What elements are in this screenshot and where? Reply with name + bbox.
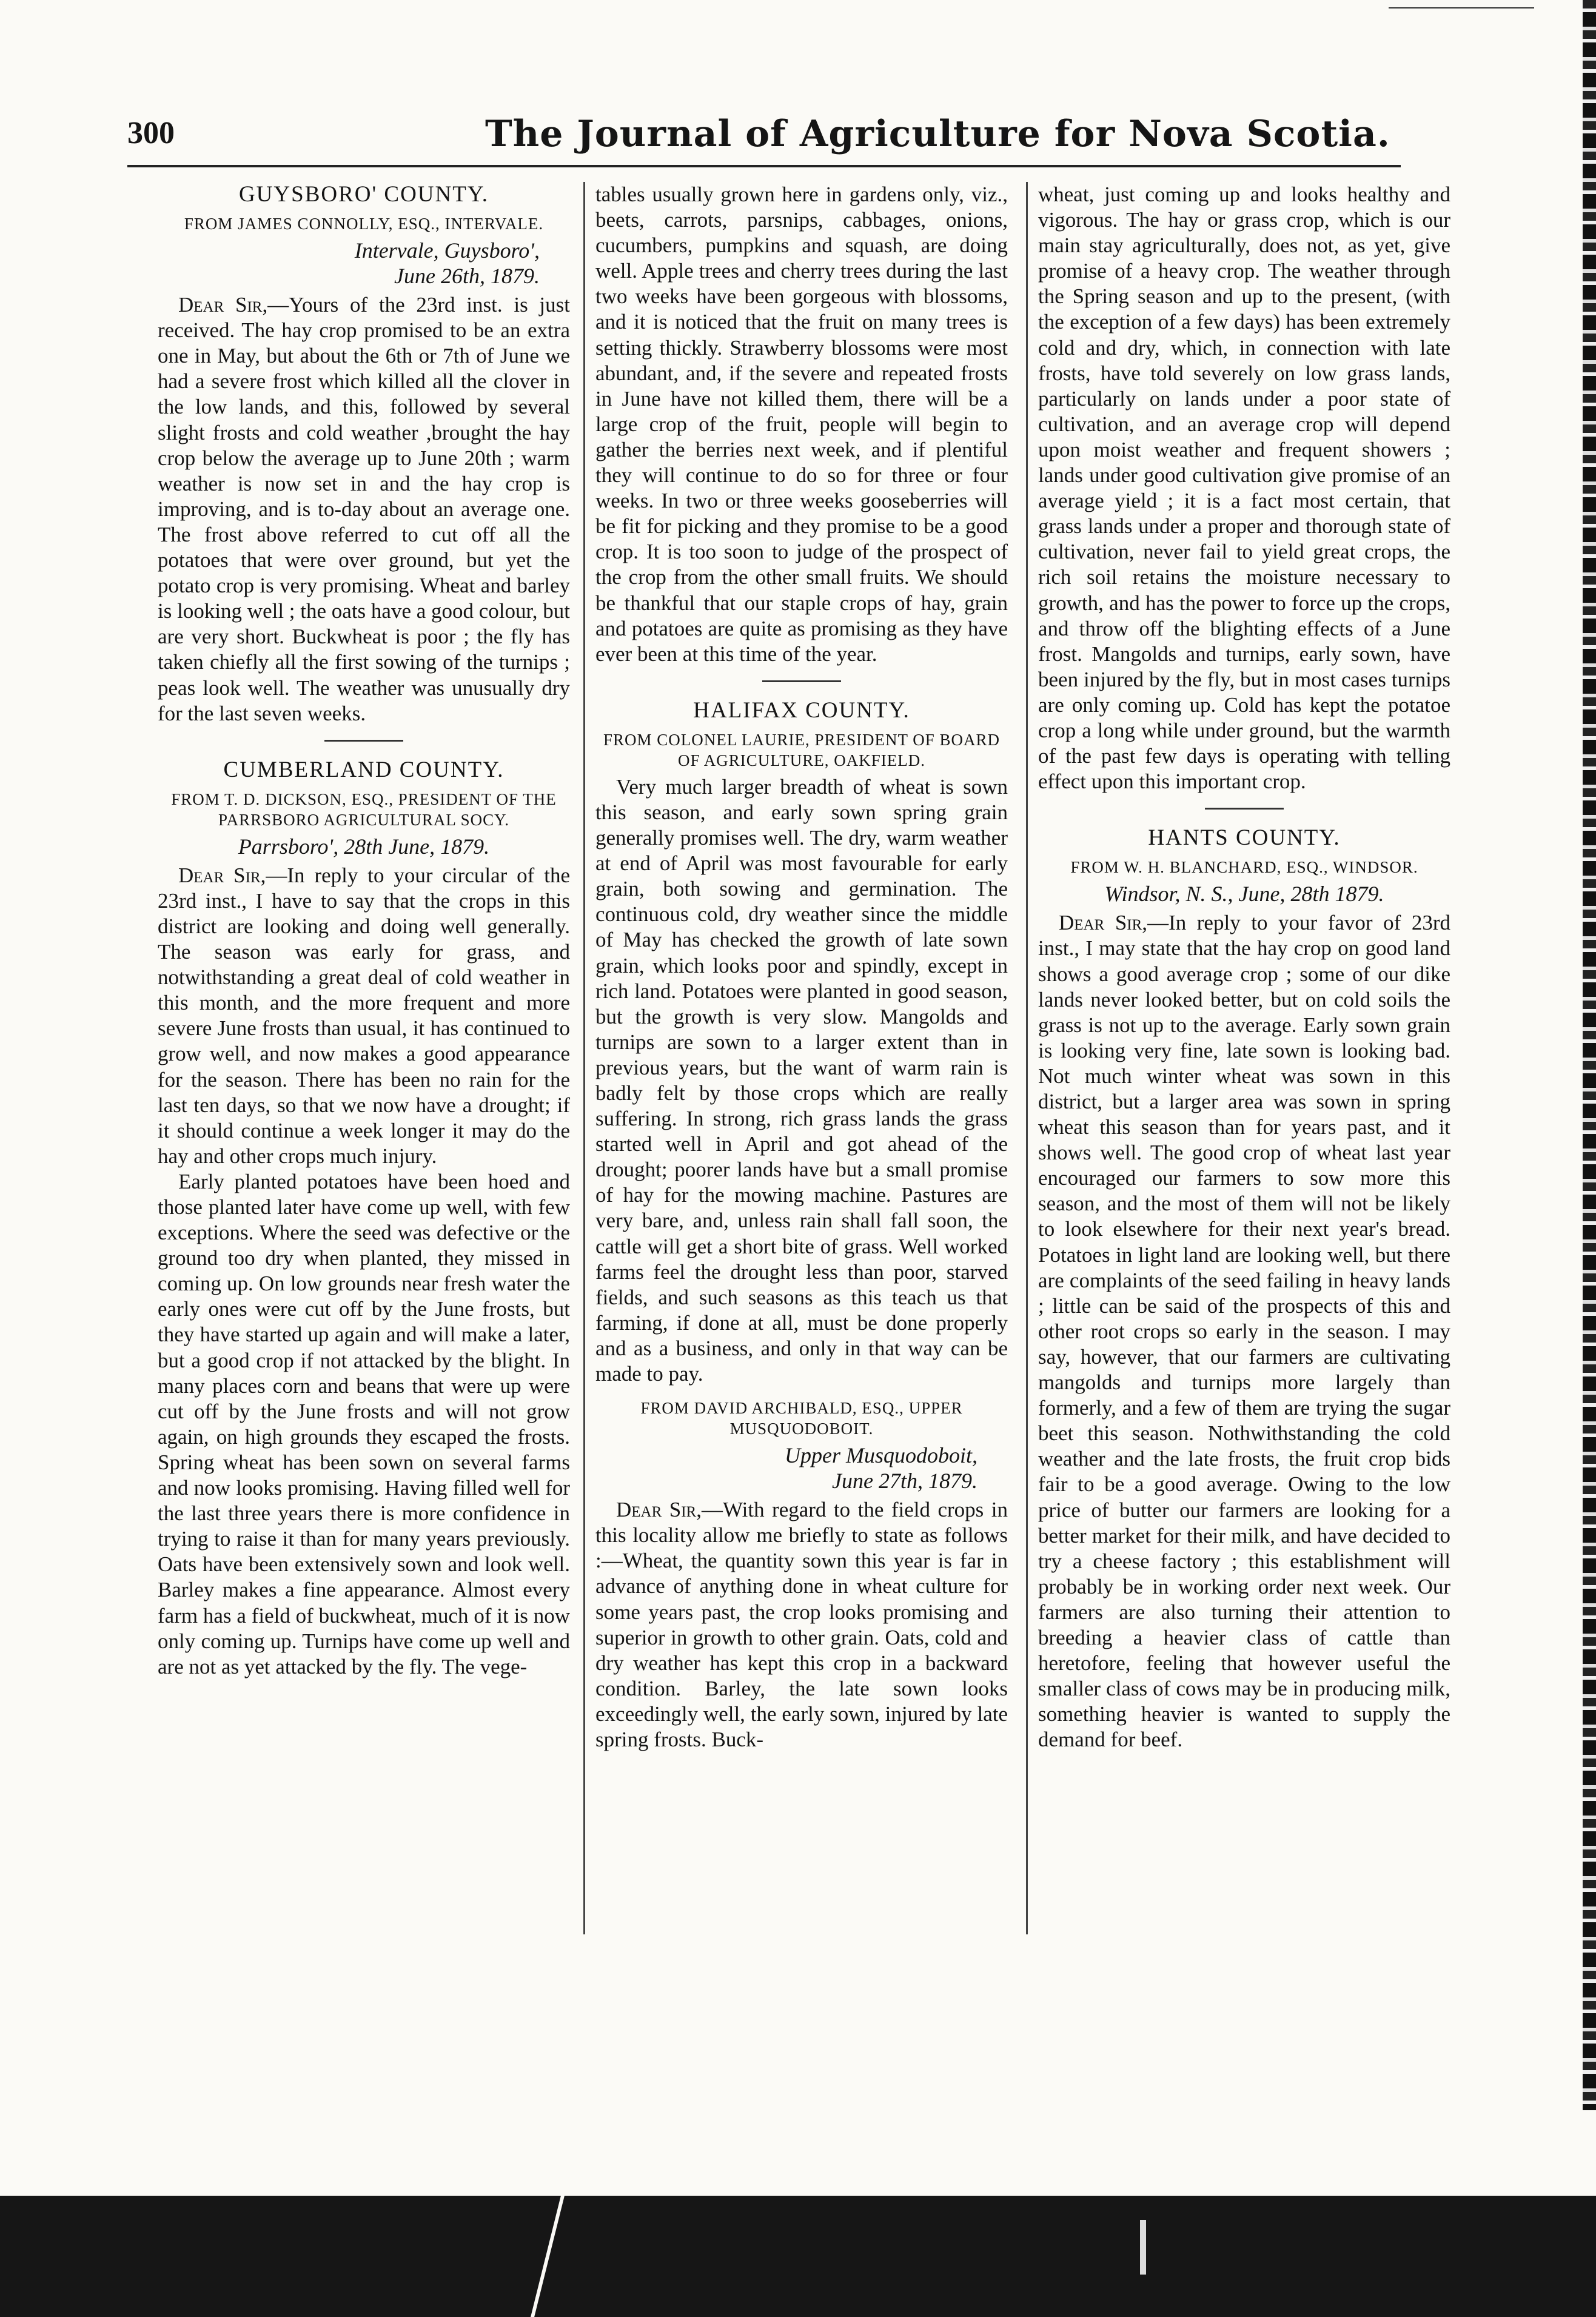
dateline-date: June 27th, 1879. [832,1469,977,1494]
section-divider [1205,808,1284,810]
dateline-musquodoboit [595,1443,977,1494]
letter-body-musquodoboit-continued: wheat, just coming up and looks healthy and vigorous. The hay or grass crop, which is our main stay agriculturally, does not, as yet, give promise of a heavy crop. The weather through the Spring season and up to the present, (with the exception of a few days) has been extremely cold and dry, which, in connection with late frosts, have told severely on low grass lands, particularly on lands under a poor state of cultivation, and an average crop will depend upon moist weather and frequent showers ; lands under good cultivation give promise of an average yield ; it is a fact most certain, that grass lands under a proper and thorough state of cultivation, never fail to yield great crops, the rich soil retains the moisture necessary to growth, and has the power to force up the crops, and throw off the blighting effects of a June frost. Mangolds and turnips, early sown, have been injured by the fly, but in most cases turnips are only coming up. Cold has kept the potatoe crop a long while under ground, but the warmth of the past few days is operating with telling effect upon this important crop. [1038,183,1450,794]
dateline-hants: Windsor, N. S., June, 28th 1879. [1104,882,1384,907]
dateline-place: Upper Musquodoboit, [785,1443,977,1468]
salutation: Dear Sir, [178,293,268,317]
running-title: The Journal of Agriculture for Nova Scotia. [485,113,1390,155]
dateline-date: June 26th, 1879. [394,264,540,289]
letter-from-hants: FROM W. H. BLANCHARD, ESQ., WINDSOR. [1070,858,1418,877]
section-heading-cumberland: CUMBERLAND COUNTY. [223,757,505,782]
page-number: 300 [127,116,175,150]
dateline-guysboro [158,238,540,289]
letter-body-cumberland-1 [158,863,570,1169]
column-separator [583,182,585,1934]
letter-body-hants [1038,910,1450,1752]
section-heading-guysboro: GUYSBORO' COUNTY. [238,182,489,207]
letter-body-cumberland-2: Early planted potatoes have been hoed and those planted later have come up well, with few exceptions. Where the seed was defective or the ground too dry when planted, they missed in coming up. On low grounds near fresh water the early ones were cut off by the June frosts, but they have started up again and will make a later, but a good crop if not attacked by the blight. In many places corn and beans that were up were cut off by the June frosts and will not grow again, on high grounds they escaped the frosts. Spring wheat has been sown on several farms and now looks promising. Having filled well for the last three years there is more confidence in trying to raise it than for many years previously. Oats have been extensively sown and look well. Barley makes a fine appearance. Almost every farm has a field of buckwheat, much of it is now only coming up. Turnips have come up well and are not as yet attacked by the fly. The vege- [158,1169,570,1678]
salutation: Dear Sir, [178,863,266,887]
section-heading-hants: HANTS COUNTY. [1148,825,1341,851]
column-left [158,182,570,1680]
section-divider [762,680,841,682]
section-heading-halifax: HALIFAX COUNTY. [693,697,910,723]
dateline-place: Intervale, Guysboro', [354,238,540,263]
scan-right-edge [1583,0,1596,2110]
letter-body-guysboro [158,292,570,726]
letter-body-musquodoboit [595,1497,1008,1752]
column-right [1038,182,1450,1752]
letter-from-musquodoboit: FROM DAVID ARCHIBALD, ESQ., UPPER MUSQUODOBOIT. [640,1399,963,1438]
letter-body-halifax: Very much larger breadth of wheat is sown this season, and early sown spring grain generally promises well. The dry, warm weather at end of April was most favourable for early grain, both sowing and germination. The continuous cold, dry weather since the middle of May has checked the growth of late sown grain, which looks poor and spindly, except in rich land. Potatoes were planted in good season, but the growth is very slow. Mangolds and turnips are sown to a larger extent than in previous years, but the want of warm rain is badly felt by those crops which are really suffering. In strong, rich grass lands the grass started well in April and got ahead of the drought; poorer lands have but a small promise of hay for the mowing machine. Pastures are very bare, and, unless rain shall fall soon, the cattle will get a short bite of grass. Well worked farms feel the drought less than poor, starved fields, and such seasons as this teach us that farming, if done at all, must be done properly and as a business, and only in that way can be made to pay. [595,774,1008,1386]
letter-text: —In reply to your circular of the 23rd inst., I have to say that the crops in this district are looking and doing well generally. The season was early for grass, and notwithstanding a great deal of cold weather in this month, and the more frequent and more severe June frosts than usual, it has continued to grow well, and now makes a good appearance for the season. There has been no rain for the last ten days, so that we now have a drought; if it should continue a week longer it may do the hay and other crops much injury. [158,863,570,1168]
page-header [127,109,1401,164]
section-divider [324,740,403,742]
scan-dark-border [0,2196,1596,2317]
letter-text: —In reply to your favor of 23rd inst., I may state that the hay crop on good land shows a good average crop ; some of our dike lands never looked better, but on cold soils the grass is not up to the average. Early sown grain is looking very fine, late sown is looking bad. Not much winter wheat was sown in this district, but a larger area was sown in spring wheat this season than for years past, and it shows well. The good crop of wheat last year encouraged our farmers to sow more this season, and the most of them will not be likely to look elsewhere for their next year's bread. Potatoes in light land are looking well, but there are complaints of the seed failing in heavy lands ; little can be said of the prospects of this and other root crops so early in the season. I may say, however, that our farmers are cultivating mangolds and turnips more largely than formerly, and a few of them are trying the sugar beet this season. Nothwithstanding the cold weather and the late frosts, the fruit crop bids fair to be a good average. Owing to the low price of butter our farmers are looking for a better market for their milk, and have decided to try a cheese factory ; this establishment will probably be in working order next week. Our farmers are also turning their attention to breeding a heavier class of cattle than heretofore, feeling that however useful the smaller class of cows may be in producing milk, something heavier is wanted to supply the demand for beef. [1038,911,1451,1752]
letter-from-halifax: FROM COLONEL LAURIE, PRESIDENT OF BOARD OF AGRICULTURE, OAKFIELD. [603,730,1001,770]
column-separator [1026,182,1028,1934]
letter-from-guysboro: FROM JAMES CONNOLLY, ESQ., INTERVALE. [184,215,544,233]
letter-text: —Yours of the 23rd inst. is just received. The hay crop promised to be an extra one in May, but about the 6th or 7th of June we had a severe frost which killed all the clover in the low lands, and this, followed by several slight frosts and cold weather ,brought the hay crop below the average up to June 20th ; warm weather is now set in and the hay crop is improving, and is to-day about an average one. The frost above referred to cut off all the potatoes that were over ground, but yet the potato crop is very promising. Wheat and barley is looking well ; the oats have a good colour, but are very short. Buckwheat is poor ; the fly has taken chiefly all the first sowing of the turnips ; peas look well. The weather was unusually dry for the last seven weeks. [158,293,571,725]
scan-artifact [1140,2220,1146,2275]
scan-artifact [531,2196,565,2317]
letter-text: —With regard to the field crops in this locality allow me briefly to state as follows :—Wheat, the quantity sown this year is far in advance of anything done in wheat culture for some years past, the crop looks promising and superior in growth to other grain. Oats, cold and dry weather has kept this crop in a backward condition. Barley, the late sown looks exceedingly well, the early sown, injured by late spring frosts. Buck- [595,1498,1008,1751]
column-middle [595,182,1008,1752]
salutation: Dear Sir, [1059,911,1148,935]
scan-top-rule [1389,7,1534,8]
letter-from-cumberland: FROM T. D. DICKSON, ESQ., PRESIDENT OF THE PARRSBORO AGRICULTURAL SOCY. [171,790,557,829]
header-rule [127,165,1401,167]
letter-body-cumberland-continued: tables usually grown here in gardens only, viz., beets, carrots, parsnips, cabbages, onions, cucumbers, pumpkins and squash, are doing well. Apple trees and cherry trees during the last two weeks have been gorgeous with blossoms, and it is noticed that the fruit on many trees is setting thickly. Strawberry blossoms were most abundant, and, if the severe and repeated frosts in June have not killed them, there will be a large crop of the fruit, people will begin to gather the berries next week, and if plentiful they will continue to do so for three or four weeks. In two or three weeks gooseberries will be fit for picking and they promise to be a good crop. It is too soon to judge of the prospect of the crop from the other small fruits. We should be thankful that our staple crops of hay, grain and potatoes are quite as promising as they have ever been at this time of the year. [595,183,1008,666]
salutation: Dear Sir, [616,1498,702,1522]
dateline-cumberland: Parrsboro', 28th June, 1879. [238,834,490,859]
